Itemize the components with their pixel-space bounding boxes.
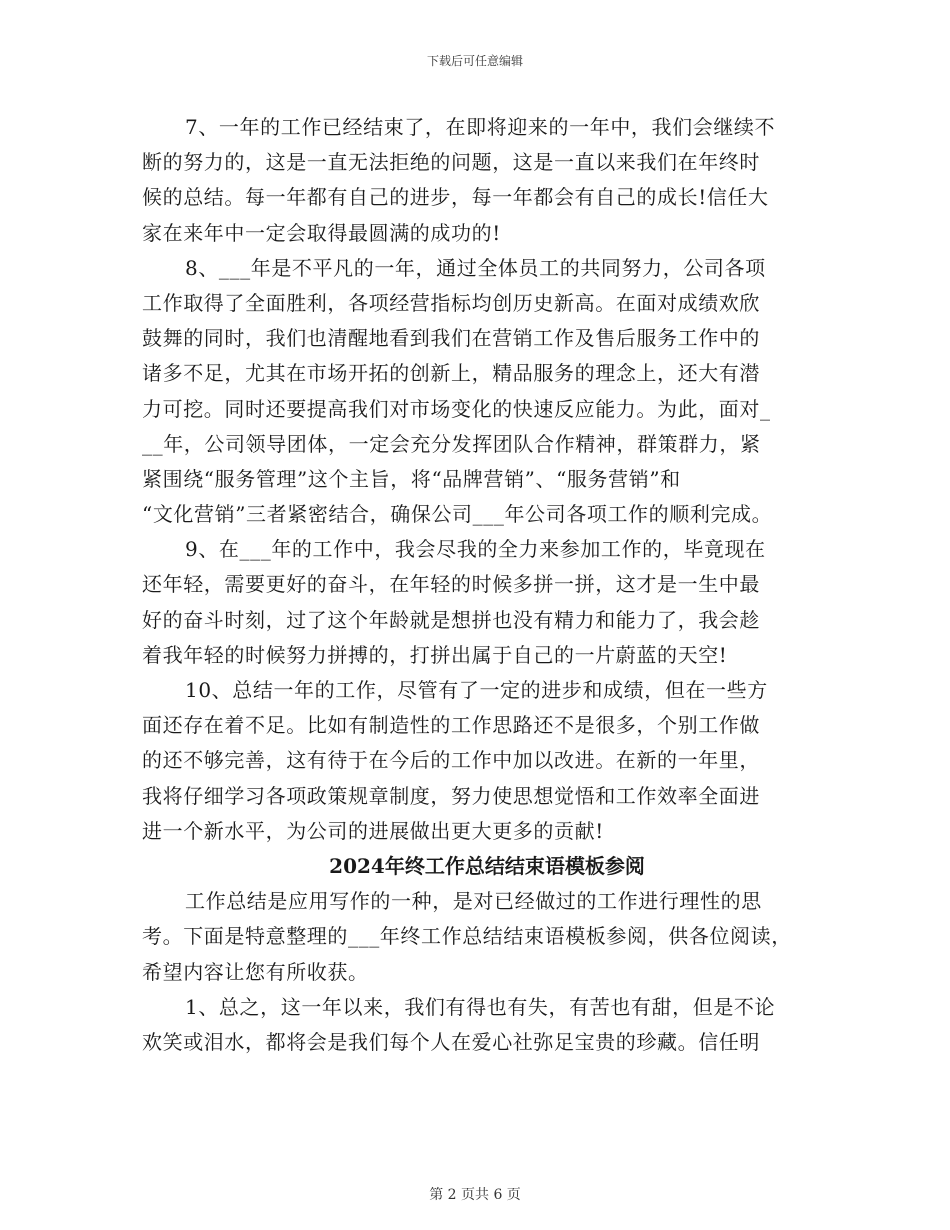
text-line: 鼓舞的同时，我们也清醒地看到我们在营销工作及售后服务工作中的 xyxy=(142,326,760,351)
text-line: 面还存在着不足。比如有制造性的工作思路还不是很多，个别工作做 xyxy=(142,713,760,738)
text-line: 断的努力的，这是一直无法拒绝的问题，这是一直以来我们在年终时 xyxy=(142,150,760,175)
text-line: 进一个新水平，为公司的进展做出更大更多的贡献! xyxy=(142,818,604,843)
text-line: 家在来年中一定会取得最圆满的成功的! xyxy=(142,220,501,245)
document-body xyxy=(142,110,832,1060)
text-line: 考。下面是特意整理的___年终工作总结结束语模板参阅，供各位阅读， xyxy=(142,924,792,949)
page-footer: 第 2 页共 6 页 xyxy=(429,1187,521,1203)
text-line: 我将仔细学习各项政策规章制度，努力使思想觉悟和工作效率全面进 xyxy=(142,783,760,808)
text-line: 还年轻，需要更好的奋斗，在年轻的时候多拼一拼，这才是一生中最 xyxy=(142,572,760,597)
text-line: 的还不够完善，这有待于在今后的工作中加以改进。在新的一年里， xyxy=(142,748,760,773)
text-line: 着我年轻的时候努力拼搏的，打拼出属于自己的一片蔚蓝的天空! xyxy=(142,642,728,667)
text-line: 紧围绕“服务管理”这个主旨，将“品牌营销”、“服务营销”和 xyxy=(142,466,681,491)
text-line: 9、在___年的工作中，我会尽我的全力来参加工作的，毕竟现在 xyxy=(185,537,766,562)
text-line: 力可挖。同时还要提高我们对市场变化的快速反应能力。为此，面对_ xyxy=(142,396,771,421)
text-line: 候的总结。每一年都有自己的进步，每一年都会有自己的成长!信任大 xyxy=(142,185,769,210)
text-line: 希望内容让您有所收获。 xyxy=(142,959,369,984)
text-line: 1、总之，这一年以来，我们有得也有失，有苦也有甜，但是不论 xyxy=(185,994,776,1019)
text-line: 工作总结是应用写作的一种，是对已经做过的工作进行理性的思 xyxy=(185,889,762,914)
text-line: 诸多不足，尤其在市场开拓的创新上，精品服务的理念上，还大有潜 xyxy=(142,361,760,386)
text-line: 7、一年的工作已经结束了，在即将迎来的一年中，我们会继续不 xyxy=(185,115,776,139)
text-line: 8、___年是不平凡的一年，通过全体员工的共同努力，公司各项 xyxy=(185,255,766,280)
page-header: 下载后可任意编辑 xyxy=(426,54,523,68)
text-line: 欢笑或泪水，都将会是我们每个人在爱心社弥足宝贵的珍藏。信任明 xyxy=(142,1029,760,1054)
text-line: 好的奋斗时刻，过了这个年龄就是想拼也没有精力和能力了，我会趁 xyxy=(142,607,760,632)
text-line: “文化营销”三者紧密结合，确保公司___年公司各项工作的顺利完成。 xyxy=(142,502,773,527)
text-line: 10、总结一年的工作，尽管有了一定的进步和成绩，但在一些方 xyxy=(185,678,768,702)
text-line: 工作取得了全面胜利，各项经营指标均创历史新高。在面对成绩欢欣 xyxy=(142,290,760,315)
text-line: __年，公司领导团体，一定会充分发挥团队合作精神，群策群力，紧 xyxy=(142,431,761,456)
section-title: 2024年终工作总结结束语模板参阅 xyxy=(329,853,645,878)
